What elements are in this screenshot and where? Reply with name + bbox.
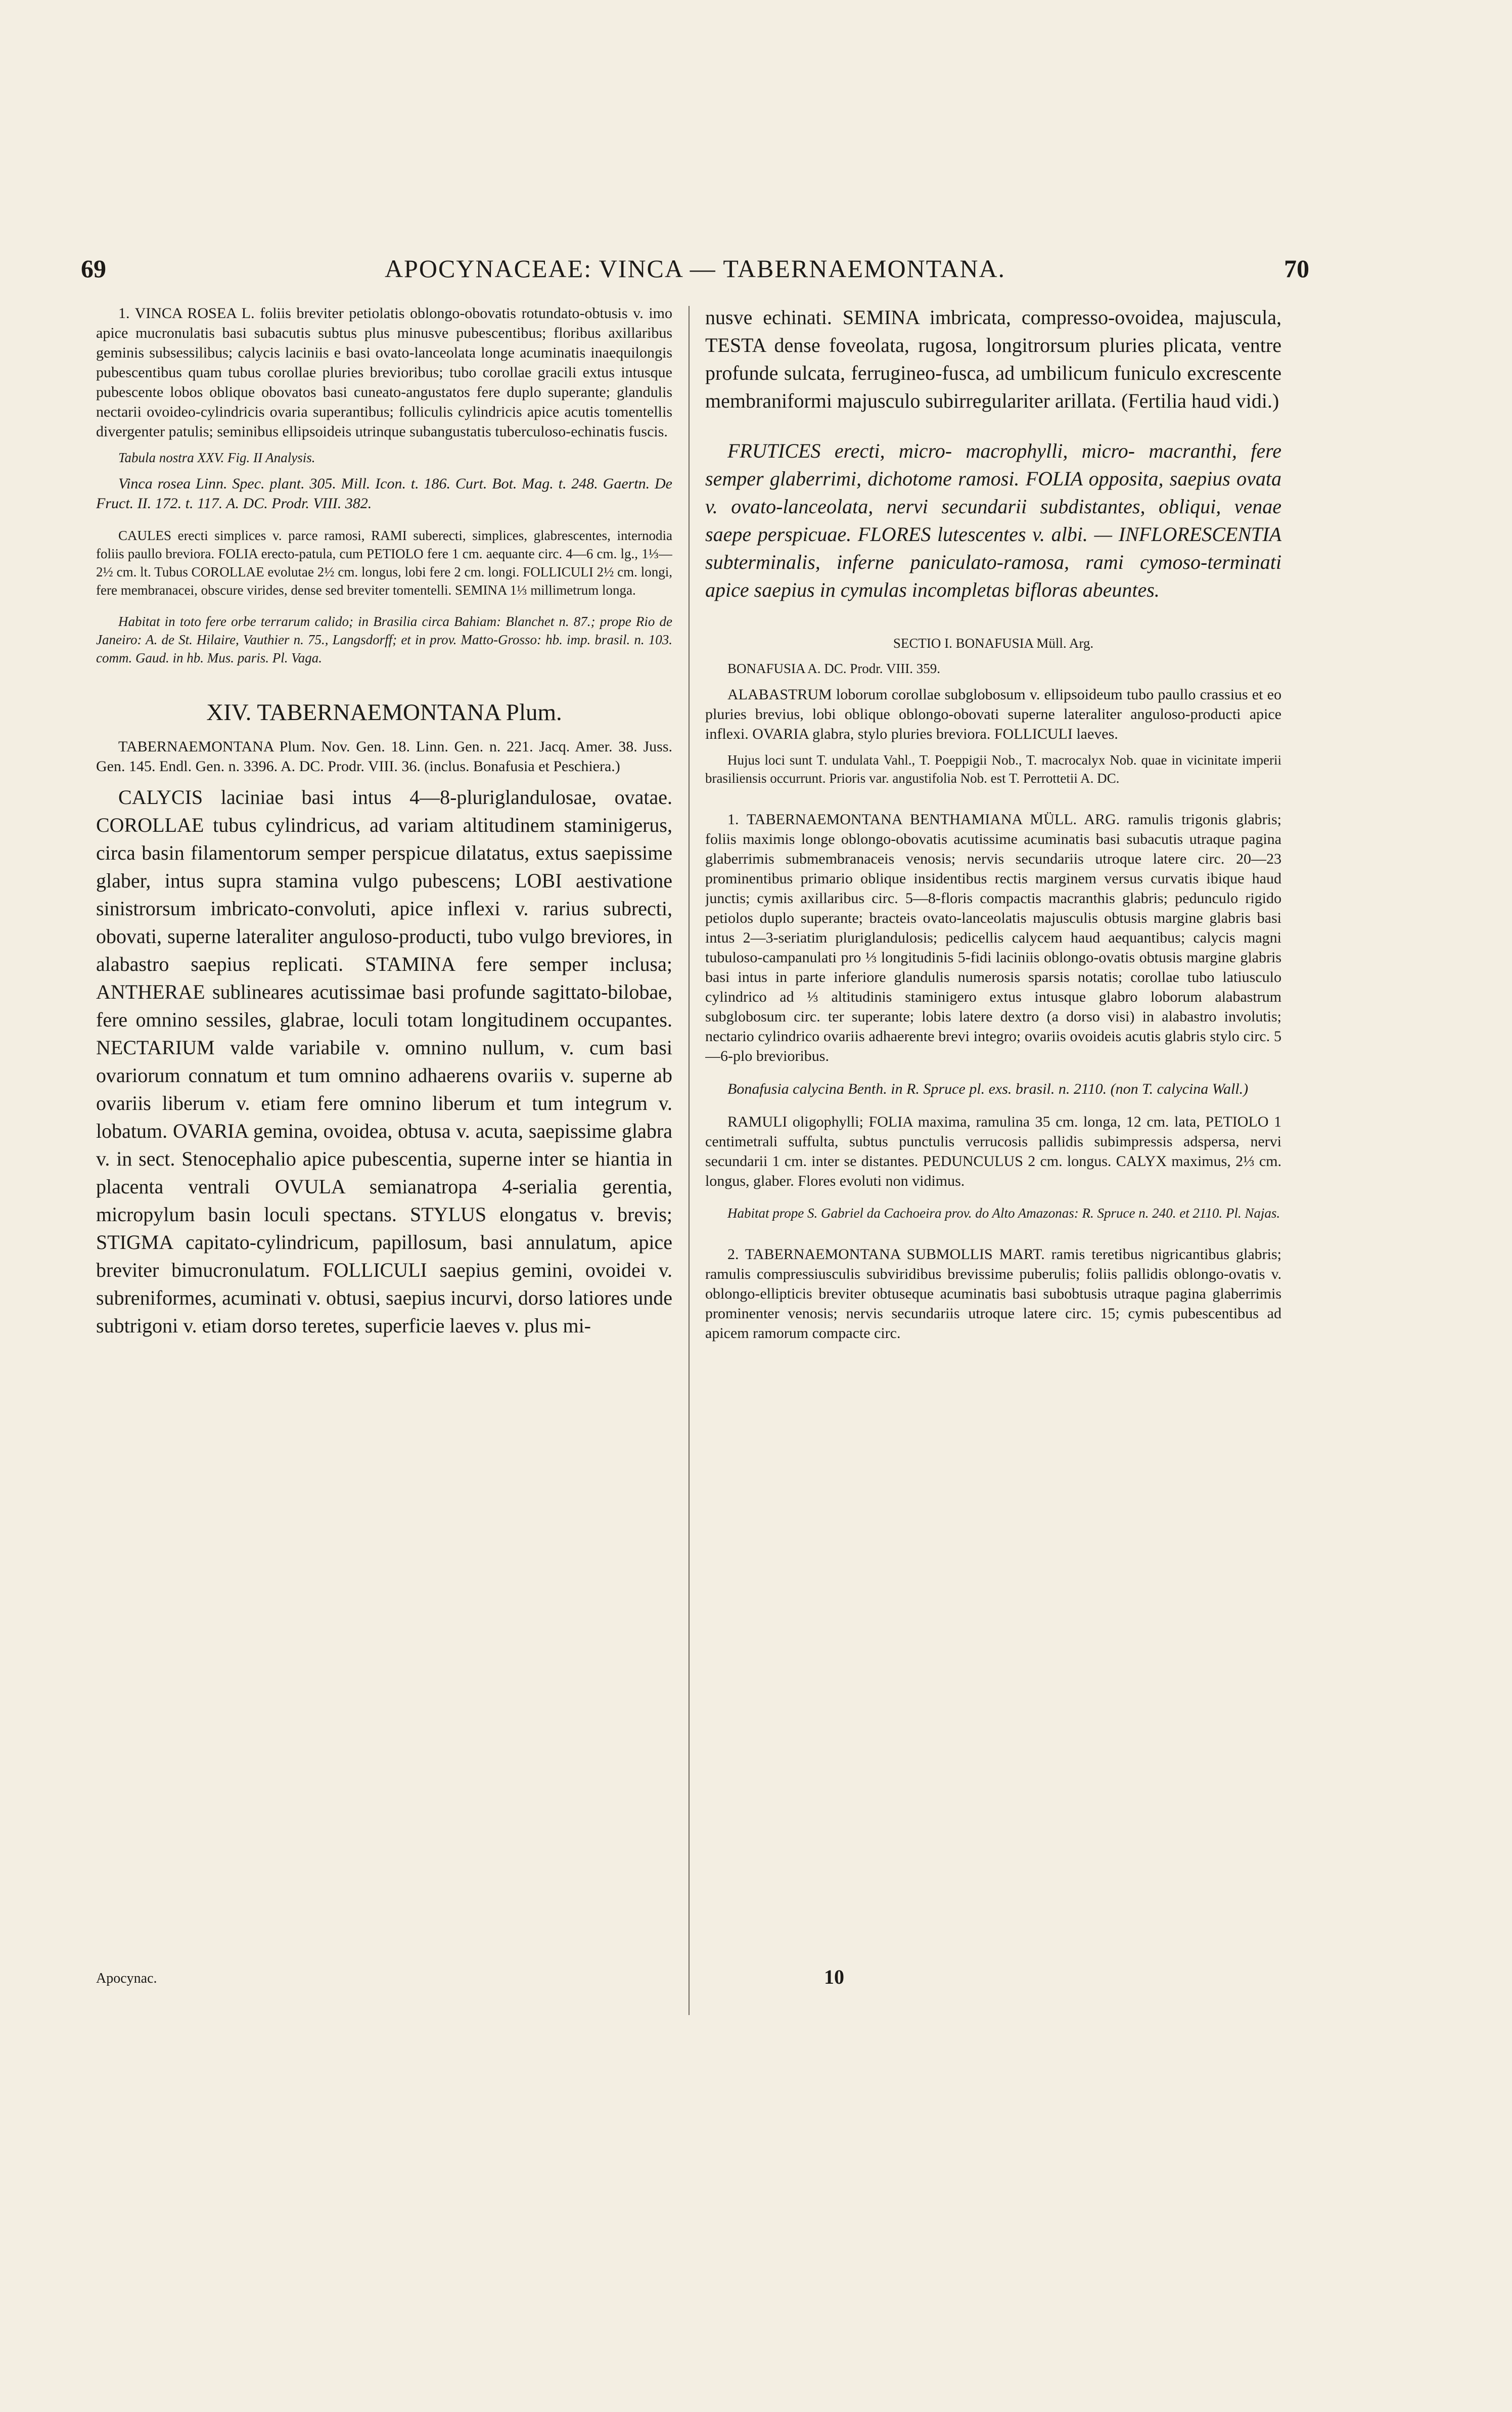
species-submollis: 2. TABERNAEMONTANA SUBMOLLIS MART. ramis teretibus nigricantibus glabris; ramulis compressiusculis subviridibus brevissime puberulis; foliis pallidis oblongo-ovatis v. oblongo-ellipticis breviter obtuseque acuminatis basi subobtusis utraque pagina glaberrimis prominenter venosis; nervis secundariis utroque latere circ. 15; cymis pubescentibus ad apicem ramorum compacte circ. <box>705 1246 1281 1342</box>
running-header <box>81 254 1309 289</box>
left-column <box>96 303 672 2018</box>
signature-mark: Apocynac. <box>96 1971 157 1986</box>
species-vinca-rosea: 1. VINCA ROSEA L. foliis breviter petiolatis oblongo-obovatis rotundato-obtusis v. imo apice mucronulatis basi subacutis subtus plus minusve pubescentibus; floribus axillaribus geminis subsessilibus; calycis laciniis e basi ovato-lanceolata longe acuminatis inaequilongis pubescentibus quam tubus corollae pluries brevioribus; tubo corollae gracili extus intusque pubescente lobos oblique obovatos basi cuneato-angustatos fere duplo superante; glandulis nectarii ovoideo-cylindricis ovaria superantibus; folliculis cylindricis apice acutis tomentellis divergenter patulis; seminibus ellipsoideis utrinque subangustatis tuberculoso-echinatis fuscis. <box>96 305 672 440</box>
page-number-left: 69 <box>81 254 106 283</box>
benthamiana-habitat: Habitat prope S. Gabriel da Cachoeira prov. do Alto Amazonas: R. Spruce n. 240. et 2110. Pl. Najas. <box>727 1205 1280 1221</box>
vinca-synonymy: Vinca rosea Linn. Spec. plant. 305. Mill. Icon. t. 186. Curt. Bot. Mag. t. 248. Gaertn. De Fruct. II. 172. t. 117. A. DC. Prodr. VIII. 382. <box>96 475 672 512</box>
page-number-right: 70 <box>1284 254 1309 283</box>
section-heading: SECTIO I. BONAFUSIA Müll. Arg. <box>893 636 1094 651</box>
column-divider <box>689 306 690 2015</box>
vinca-description: CAULES erecti simplices v. parce ramosi, RAMI suberecti, simplices, glabrescentes, internodia foliis paullo breviora. FOLIA erecto-patula, cum PETIOLO fere 1 cm. aequante circ. 4—6 cm. lg., 1⅓—2½ cm. lt. Tubus COROLLAE evolutae 2½ cm. longus, lobi fere 2 cm. longi. FOLLICULI 2½ cm. longi, fere membranacei, obscure virides, dense sed breviter tomentelli. SEMINA 1⅓ millimetrum longa. <box>96 528 672 598</box>
alabastrum-paragraph: ALABASTRUM loborum corollae subglobosum v. ellipsoideum tubo paullo crassius et eo pluries brevius, lobi oblique oblongo-obovati superne lateraliter anguloso-producti apice inflexi. OVARIA glabra, stylo pluries breviora. FOLLICULI laeves. <box>705 686 1281 742</box>
frutices-paragraph: FRUTICES erecti, micro- macrophylli, micro- macranthi, fere semper glaberrimi, dichotome ramosi. FOLIA opposita, saepius ovata v. ovato-lanceolata, nervi secundarii subdistantes, obliqui, venae saepe perspicuae. FLORES lutescentes v. albi. — INFLORESCENTIA subterminalis, inferne paniculato-ramosa, rami cymoso-terminati apice saepius in cymulas incompletas bifloras abeuntes. <box>705 439 1281 601</box>
species-benthamiana: 1. TABERNAEMONTANA BENTHAMIANA MÜLL. ARG. ramulis trigonis glabris; foliis maximis longe oblongo-obovatis acutissime acuminatis basi subacutis utraque pagina glaberrimis submembranaceis venosis; nervis secundariis utroque latere circ. 20—23 prominentibus primario oblique insidentibus rectis marginem versus curvatis ibique haud junctis; cymis axillaribus circ. 5—8-floris compactis macranthis glabris; pedunculo rigido petiolos duplo superante; bracteis ovato-lanceolatis majusculis obtusis margine glabris basi intus 2—3-seriatim pluriglandulosis; pedicellis calycem haud aequantibus; calycis magni tubuloso-campanulati pro ⅓ longitudinis 5-fidi laciniis oblongo-ovatis obtusis margine glabris basi intus in parte inferiore glandulis numerosis sparsis notatis; corollae tubo latiusculo cylindrico ad ⅓ altitudinis staminigero extus intusque glabro loborum alabastrum subglobosum circ. ter superante; lobis latere dextro (a dorso visi) in alabastro involutis; nectario cylindrico ovariis adhaerente brevi integro; ovariis ovoideis acutis glabris stylo circ. 5—6-plo brevioribus. <box>705 811 1281 1064</box>
running-title: APOCYNACEAE: VINCA — TABERNAEMONTANA. <box>384 254 1006 283</box>
genus-heading: XIV. TABERNAEMONTANA Plum. <box>206 699 562 726</box>
genus-description: CALYCIS laciniae basi intus 4—8-pluriglandulosae, ovatae. COROLLAE tubus cylindricus, ad variam altitudinem staminigerus, circa basin filamentorum semper perspicue dilatatus, extus saepissime glaber, intus supra stamina vulgo pubescens; LOBI aestivatione sinistrorsum imbricato-convoluti, apice inflexi v. rarius subrecti, obovati, superne lateraliter anguloso-producti, tubo vulgo breviores, in alabastro saepius replicati. STAMINA fere semper inclusa; ANTHERAE sublineares acutissimae basi profunde sagittato-bilobae, fere omnino sessiles, glabrae, loculi totam longitudinem occupantes. NECTARIUM valde variabile v. omnino nullum, v. cum basi ovariorum connatum et tum omnino adhaerens ovariis v. superne ab ovariis liberum v. etiam fere omnino liberum et tum integrum v. lobatum. OVARIA gemina, ovoidea, obtusa v. acuta, saepissime glabra v. in sect. Stenocephalio apice pubescentia, superne inter se hiantia in placenta ventrali OVULA semianatropa 4-serialia gerentia, micropylum basin loculi spectans. STYLUS elongatus v. brevis; STIGMA capitato-cylindricum, papillosum, basi annulatum, apice breviter bimucronulatum. FOLLICULI saepius gemini, ovoidei v. subreniformes, acuminati v. obtusi, saepius incurvi, dorso latiores unde subtrigoni v. etiam dorso teretes, superficie laeves v. plus mi- <box>96 786 672 1337</box>
genus-description-continued: nusve echinati. SEMINA imbricata, compresso-ovoidea, majuscula, TESTA dense foveolata, rugosa, longitrorsum pluries plicata, ventre profunde sulcata, ferrugineo-fusca, ad umbilicum funiculo excrescente membraniformi majusculo subirregulariter arillata. (Fertilia haud vidi.) <box>705 306 1281 412</box>
benthamiana-synonymy: Bonafusia calycina Benth. in R. Spruce pl. exs. brasil. n. 2110. (non T. calycina Wall.) <box>727 1081 1249 1097</box>
benthamiana-description: RAMULI oligophylli; FOLIA maxima, ramulina 35 cm. longa, 12 cm. lata, PETIOLO 1 centimetrali suffulta, subtus punctulis verrucosis pallidis subimpressis adspersa, nervi secundarii 1 cm. inter se distantes. PEDUNCULUS 2 cm. longus. CALYX maximus, 2⅓ cm. longus, glaber. Flores evoluti non vidimus. <box>705 1113 1281 1189</box>
right-column <box>705 303 1281 2018</box>
vinca-habitat: Habitat in toto fere orbe terrarum calido; in Brasilia circa Bahiam: Blanchet n. 87.; prope Rio de Janeiro: A. de St. Hilaire, Vauthier n. 75., Langsdorff; et in prov. Matto-Grosso: hb. imp. brasil. n. 103. comm. Gaud. in hb. Mus. paris. Pl. Vaga. <box>96 614 672 665</box>
bonafusia-synonymy: BONAFUSIA A. DC. Prodr. VIII. 359. <box>727 661 941 676</box>
hujus-note: Hujus loci sunt T. undulata Vahl., T. Poeppigii Nob., T. macrocalyx Nob. quae in vicinitate imperii brasiliensis occurrunt. Prioris var. angustifolia Nob. est T. Perrottetii A. DC. <box>705 752 1281 786</box>
genus-synonymy: TABERNAEMONTANA Plum. Nov. Gen. 18. Linn. Gen. n. 221. Jacq. Amer. 38. Juss. Gen. 145. Endl. Gen. n. 3396. A. DC. Prodr. VIII. 36. (inclus. Bonafusia et Peschiera.) <box>96 738 672 775</box>
plate-reference: Tabula nostra XXV. Fig. II Analysis. <box>118 450 315 465</box>
sheet-number: 10 <box>824 1966 844 1988</box>
